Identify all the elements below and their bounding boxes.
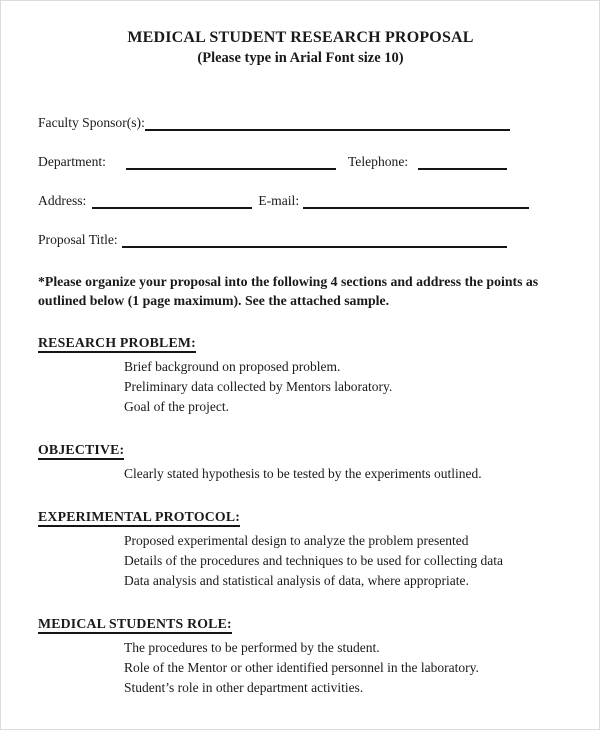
- faculty-sponsor-input[interactable]: [145, 114, 510, 131]
- document-title: MEDICAL STUDENT RESEARCH PROPOSAL: [127, 29, 474, 46]
- instructions-paragraph: *Please organize your proposal into the following 4 sections and address the points as outlined below (1 page maximum). See the attached sample.: [38, 274, 539, 308]
- section-item: Clearly stated hypothesis to be tested by the experiments outlined.: [124, 466, 482, 481]
- section-item: Goal of the project.: [124, 399, 229, 414]
- address-email-row: [38, 191, 529, 209]
- proposal-title-input[interactable]: [122, 231, 507, 248]
- proposal-title-label: Proposal Title:: [38, 232, 118, 247]
- section-item: The procedures to be performed by the student.: [124, 640, 380, 655]
- section-item: Role of the Mentor or other identified personnel in the laboratory.: [124, 660, 479, 675]
- section-item: Preliminary data collected by Mentors laboratory.: [124, 379, 393, 394]
- section-research-problem: [38, 334, 563, 417]
- address-input[interactable]: [92, 192, 252, 209]
- section-medical-students-role: [38, 615, 563, 698]
- address-label: Address:: [38, 193, 87, 208]
- email-label: E-mail:: [258, 193, 300, 208]
- department-input[interactable]: [126, 153, 336, 170]
- section-items: [124, 357, 563, 417]
- form-fields: [38, 113, 563, 248]
- section-heading: MEDICAL STUDENTS ROLE:: [38, 616, 232, 634]
- section-heading: OBJECTIVE:: [38, 442, 124, 460]
- section-items: [124, 464, 563, 484]
- telephone-input[interactable]: [418, 153, 507, 170]
- department-telephone-row: [38, 152, 507, 170]
- email-input[interactable]: [303, 192, 529, 209]
- section-item: Proposed experimental design to analyze the problem presented: [124, 533, 469, 548]
- section-items: [124, 531, 563, 591]
- section-heading: EXPERIMENTAL PROTOCOL:: [38, 509, 240, 527]
- department-label: Department:: [38, 154, 106, 169]
- section-item: Student’s role in other department activities.: [124, 680, 364, 695]
- section-objective: [38, 441, 563, 484]
- section-experimental-protocol: [38, 508, 563, 591]
- telephone-label: Telephone:: [347, 154, 409, 169]
- faculty-sponsor-row: [38, 113, 510, 131]
- section-heading: RESEARCH PROBLEM:: [38, 335, 196, 353]
- proposal-title-row: [38, 230, 507, 248]
- section-items: [124, 638, 563, 698]
- faculty-sponsor-label: Faculty Sponsor(s):: [38, 115, 145, 130]
- section-item: Data analysis and statistical analysis of data, where appropriate.: [124, 573, 469, 588]
- section-item: Details of the procedures and techniques to be used for collecting data: [124, 553, 503, 568]
- section-item: Brief background on proposed problem.: [124, 359, 341, 374]
- document-subtitle: (Please type in Arial Font size 10): [197, 50, 404, 66]
